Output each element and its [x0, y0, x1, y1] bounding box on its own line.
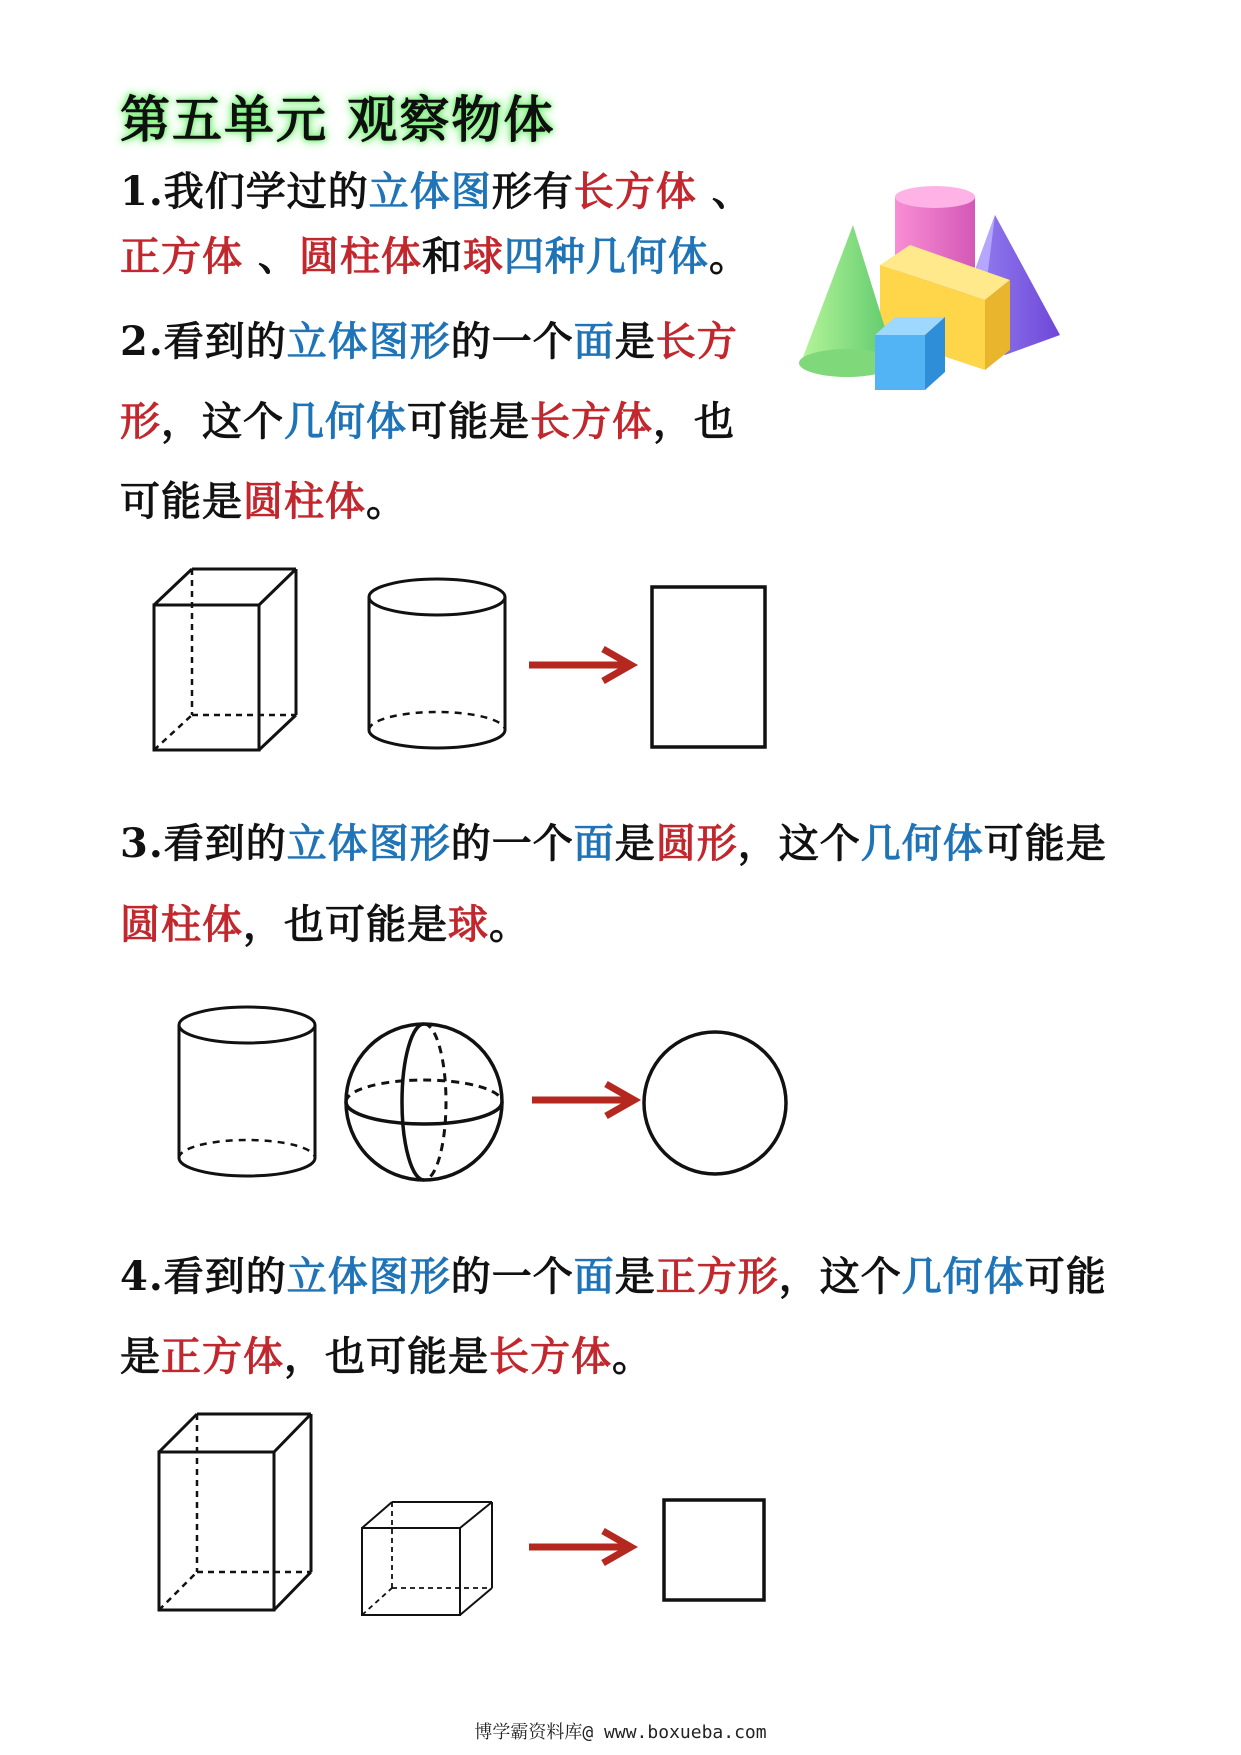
text: 、 [243, 233, 299, 280]
text: 可能 [1024, 1253, 1107, 1300]
point-1-line-2 [120, 225, 750, 282]
text: ，这个 [161, 398, 284, 445]
keyword: 球 [462, 233, 504, 280]
keyword: 几何体 [860, 820, 984, 867]
square-face-icon [662, 1498, 767, 1603]
keyword: 立体图形 [286, 318, 451, 365]
arrow-right-icon [525, 645, 640, 685]
keyword: 几何体 [901, 1253, 1025, 1300]
text: 的一个 [450, 1253, 574, 1300]
page-title: 第五单元 观察物体 [120, 90, 556, 149]
keyword: 四种几何体 [503, 233, 709, 280]
text: 是 [614, 820, 656, 867]
text: 和 [421, 233, 463, 280]
text: 的一个 [450, 820, 574, 867]
cube-icon [360, 1500, 495, 1618]
arrow-right-icon [525, 1527, 640, 1567]
text: ，也可能是 [284, 1333, 489, 1380]
keyword: 正方体 [120, 233, 243, 280]
text: 。 [366, 478, 407, 525]
text: 3.看到的 [120, 820, 287, 867]
keyword: 面 [573, 1253, 615, 1300]
keyword: 球 [448, 901, 489, 948]
text: 是 [614, 318, 656, 365]
point-2-line-1 [120, 310, 738, 367]
keyword: 正方体 [161, 1333, 284, 1380]
point-4-line-1 [120, 1245, 1107, 1302]
text: 2.看到的 [120, 318, 287, 365]
text: 可能是 [983, 820, 1107, 867]
keyword: 立体图形 [286, 1253, 451, 1300]
keyword: 圆柱体 [298, 233, 422, 280]
text: ，这个 [737, 820, 861, 867]
cuboid-icon [150, 565, 300, 755]
keyword: 圆柱体 [243, 478, 366, 525]
keyword: 圆柱体 [120, 901, 243, 948]
rectangle-face-icon [650, 585, 768, 750]
text: 可能是 [120, 478, 243, 525]
point-3-line-2 [120, 893, 530, 950]
keyword: 面 [573, 820, 615, 867]
cuboid-icon [155, 1410, 315, 1615]
text: 可能是 [407, 398, 530, 445]
keyword: 长方体 [489, 1333, 612, 1380]
point-4-line-2 [120, 1325, 653, 1382]
keyword: 长方体 [530, 398, 653, 445]
text: 。 [708, 233, 750, 280]
text: ，也 [653, 398, 735, 445]
keyword: 长方体 [573, 168, 697, 215]
text: 形有 [491, 168, 574, 215]
text: 1.我们学过的 [120, 168, 369, 215]
keyword: 几何体 [284, 398, 407, 445]
point-2-line-2 [120, 390, 735, 447]
text: ，也可能是 [243, 901, 448, 948]
keyword: 正方形 [655, 1253, 779, 1300]
footer-watermark: 博学霸资料库@ www.boxueba.com [474, 1722, 767, 1743]
keyword: 面 [573, 318, 615, 365]
text: 的一个 [450, 318, 574, 365]
point-1-line-1 [120, 160, 753, 217]
arrow-right-icon [528, 1080, 643, 1120]
keyword: 长方 [655, 318, 738, 365]
text: 是 [120, 1333, 161, 1380]
circle-face-icon [640, 1028, 790, 1178]
keyword: 立体图 [368, 168, 492, 215]
solids-illustration [795, 185, 1075, 425]
point-2-line-3 [120, 470, 407, 527]
point-3-line-1 [120, 812, 1107, 869]
text: ，这个 [778, 1253, 902, 1300]
keyword: 立体图形 [286, 820, 451, 867]
cylinder-icon [365, 575, 510, 755]
text: 。 [489, 901, 530, 948]
cylinder-icon [175, 1003, 320, 1183]
text: 4.看到的 [120, 1253, 287, 1300]
text: 。 [612, 1333, 653, 1380]
keyword: 圆形 [655, 820, 738, 867]
text: 、 [696, 168, 753, 215]
text: 是 [614, 1253, 656, 1300]
sphere-icon [342, 1020, 507, 1185]
keyword: 形 [120, 398, 161, 445]
